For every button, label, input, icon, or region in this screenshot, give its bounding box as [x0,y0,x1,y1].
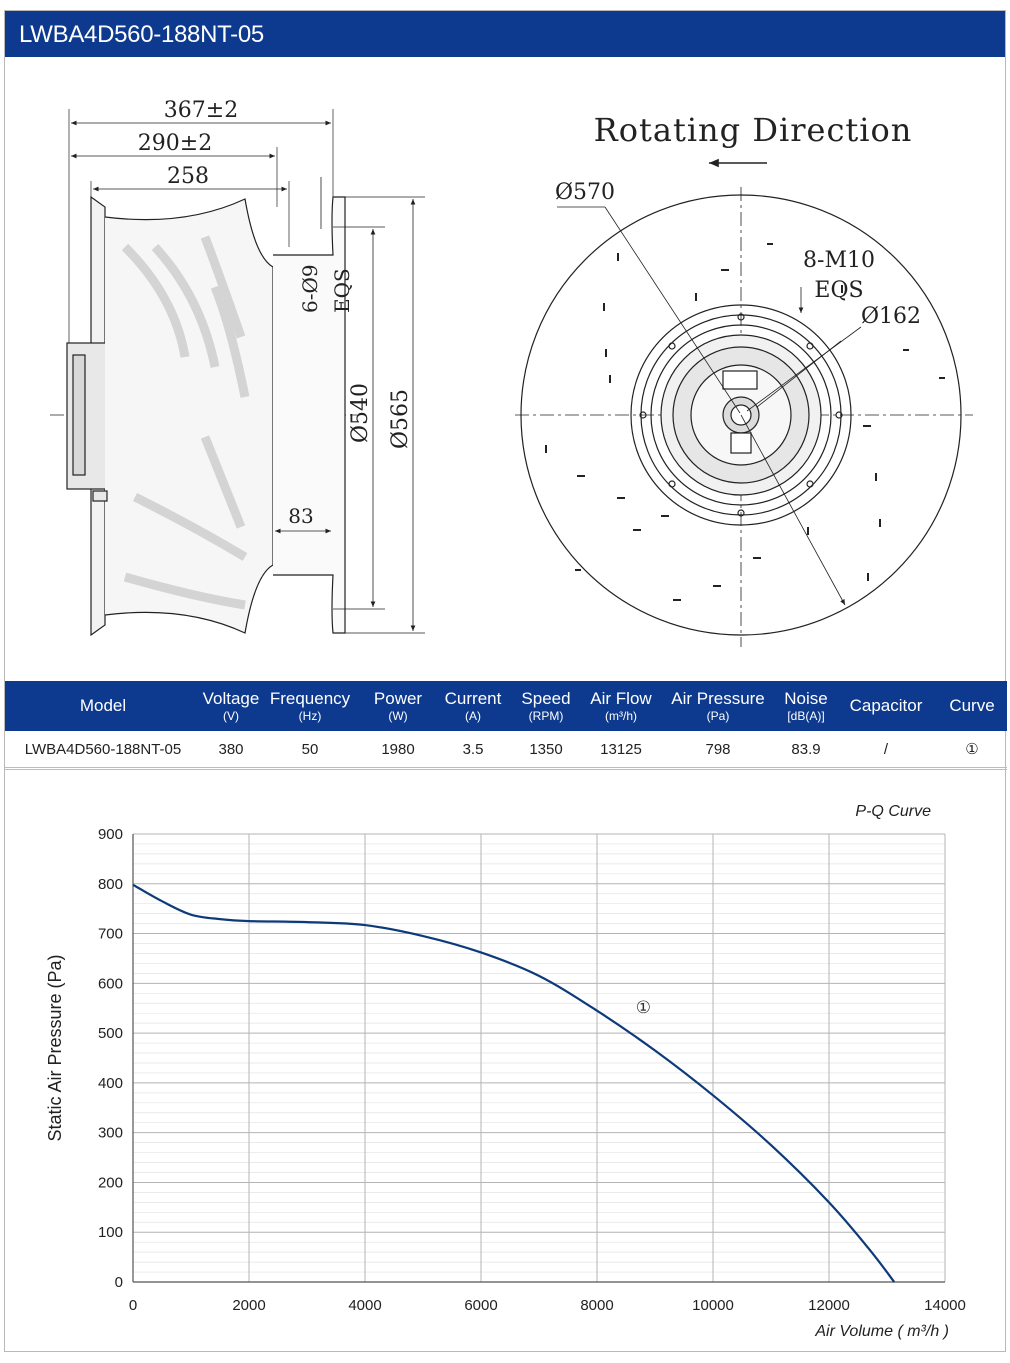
dim-162-label: Ø162 [860,304,922,329]
x-tick-label: 4000 [348,1297,382,1314]
spec-col-name: Speed [521,688,571,708]
x-tick-label: 12000 [808,1297,850,1314]
dim-367-label: 367±2 [163,98,239,123]
side-view [50,109,425,635]
spec-cell: 798 [659,731,777,768]
pq-chart [5,769,1007,1354]
drawing-svg [5,57,1007,681]
spec-col-frequency [261,681,359,731]
spec-col-unit: (W) [388,708,408,723]
x-axis-title: Air Volume ( m³/h ) [815,1323,949,1340]
spec-col-name: Curve [949,696,995,716]
spec-cell: 1980 [359,731,437,768]
dim-holes-label: 6-Ø9 [298,264,322,313]
spec-cell: 380 [201,731,261,768]
spec-col-name: Air Pressure [671,688,765,708]
spec-cell: 13125 [583,731,659,768]
spec-col-curve [937,681,1007,731]
spec-cell: 1350 [509,731,583,768]
spec-col-unit: (RPM) [528,708,564,723]
x-tick-label: 14000 [924,1297,966,1314]
spec-col-unit: (Hz) [298,708,322,723]
spec-col-name: Current [444,688,502,708]
x-tick-label: 2000 [232,1297,266,1314]
y-axis-title: Static Air Pressure (Pa) [45,954,65,1142]
spec-col-name: Noise [784,688,828,708]
table-row [5,731,1007,768]
spec-col-current [437,681,509,731]
spec-col-voltage [201,681,261,731]
spec-col-capacitor [835,681,937,731]
x-tick-label: 8000 [580,1297,614,1314]
product-sheet [4,10,1006,1352]
spec-col-noise [777,681,835,731]
spec-cell: 83.9 [777,731,835,768]
curve-label: ① [635,998,652,1019]
specs-table [5,681,1007,768]
spec-col-unit: (Pa) [706,708,730,723]
dim-eqs-label: EQS [330,268,354,313]
specs-body [5,731,1007,768]
y-tick-label: 500 [97,1025,123,1043]
dim-bolts-eqs-label: EQS [814,278,864,303]
spec-col-speed [509,681,583,731]
title-bar [5,11,1005,57]
chart-title: P-Q Curve [855,803,931,820]
x-tick-label: 0 [128,1297,138,1314]
dim-540-label: Ø540 [348,382,373,443]
spec-cell: ① [937,731,1007,768]
spec-col-name: Capacitor [849,696,923,716]
spec-cell: 3.5 [437,731,509,768]
y-tick-label: 900 [97,826,123,843]
y-tick-label: 700 [97,925,123,943]
spec-col-name: Air Flow [590,688,652,708]
spec-cell: LWBA4D560-188NT-05 [5,731,201,768]
dim-565-label: Ø565 [388,388,413,449]
spec-col-name: Frequency [269,688,351,708]
spec-col-model [5,681,201,731]
y-tick-label: 800 [97,875,123,893]
dim-290-label: 290±2 [137,131,213,156]
rotating-direction-label: Rotating Direction [593,111,913,149]
spec-col-unit: (m³/h) [605,708,637,723]
x-tick-label: 6000 [464,1297,498,1314]
model-title: LWBA4D560-188NT-05 [19,21,264,48]
spec-col-name: Voltage [202,688,260,708]
y-tick-label: 300 [97,1124,123,1142]
y-tick-label: 0 [114,1274,123,1291]
y-tick-label: 600 [97,975,123,993]
technical-drawing [5,57,1005,681]
spec-col-air-pressure [659,681,777,731]
y-tick-label: 200 [97,1174,123,1192]
spec-cell: / [835,731,937,768]
dim-570-label: Ø570 [554,180,616,205]
y-tick-label: 400 [97,1074,123,1092]
y-tick-label: 100 [97,1224,123,1242]
dim-83-label: 83 [288,504,314,528]
spec-col-unit: [dB(A)] [787,708,825,723]
pq-chart-svg [5,770,1007,1354]
spec-col-name: Model [79,696,127,716]
dim-bolts-label: 8-M10 [803,248,875,273]
spec-cell: 50 [261,731,359,768]
spec-col-air-flow [583,681,659,731]
x-tick-label: 10000 [692,1297,734,1314]
spec-col-unit: (A) [465,708,481,723]
spec-col-name: Power [373,688,423,708]
spec-col-unit: (V) [223,708,239,723]
front-view [515,163,973,647]
dim-258-label: 258 [167,164,209,189]
spec-col-power [359,681,437,731]
specs-header-row [5,681,1007,731]
